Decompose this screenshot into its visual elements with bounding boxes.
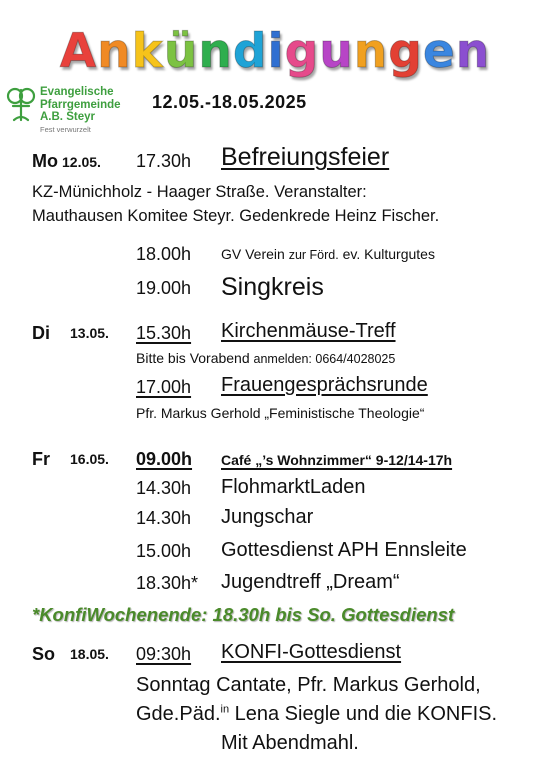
logo-tagline: Fest verwurzelt — [40, 125, 91, 134]
title-letter: u — [319, 24, 354, 79]
fri-date: 16.05. — [70, 451, 109, 467]
tue-event2-note: Pfr. Markus Gerhold „Feministische Theologie“ — [136, 405, 425, 421]
tue-event2-title: Frauengesprächsrunde — [221, 374, 428, 396]
title-letter: i — [267, 24, 285, 79]
title-letter: n — [97, 24, 132, 79]
mon-event1-desc2: Mauthausen Komitee Steyr. Gedenkrede Heinz Fischer. — [32, 207, 440, 225]
mon-event2-title: GV Verein zur Förd. ev. Kulturgutes — [221, 246, 435, 262]
sun-desc-line3: Mit Abendmahl. — [221, 732, 359, 754]
day-label-tue: Di — [32, 323, 50, 343]
title-letter: k — [131, 24, 164, 79]
title-letter: n — [455, 24, 491, 79]
mon-event1-desc1: KZ-Münichholz - Haager Straße. Veranstalter: — [32, 183, 367, 201]
sun-desc-line1: Sonntag Cantate, Pfr. Markus Gerhold, — [136, 674, 481, 696]
date-range: 12.05.-18.05.2025 — [152, 92, 307, 112]
fri-event3-title: Jungschar — [221, 506, 314, 528]
tue-event1-title: Kirchenmäuse-Treff — [221, 320, 396, 342]
fri-event3-time: 14.30h — [136, 508, 192, 528]
church-tree-logo-icon — [4, 84, 38, 124]
day-label-mon: Mo 12.05. — [32, 151, 101, 171]
fri-event5-title: Jugendtreff „Dream“ — [221, 571, 400, 593]
fri-event4-title: Gottesdienst APH Ennsleite — [221, 539, 467, 561]
fri-event2-time: 14.30h — [136, 478, 192, 498]
day-label-sun: So — [32, 644, 56, 664]
fri-event2-title: FlohmarktLaden — [221, 476, 366, 498]
day-label-fri: Fr — [32, 449, 50, 469]
sun-date: 18.05. — [70, 646, 109, 662]
tue-event2-time: 17.00h — [136, 377, 192, 397]
fri-event1-title: Café „’s Wohnzimmer“ 9-12/14-17h — [221, 452, 453, 468]
sun-desc-line2: Gde.Päd.$^{in}$ Lena Siegle und die KONFIS. — [136, 703, 498, 725]
logo-name: Evangelische Pfarrgemeinde A.B. Steyr — [40, 86, 121, 123]
title-letter: g — [284, 24, 320, 79]
mon-event3-time: 19.00h — [136, 278, 192, 298]
sun-event1-title: KONFI-Gottesdienst — [221, 641, 402, 663]
fri-event5-time: 18.30h* — [136, 573, 199, 593]
fri-event4-time: 15.00h — [136, 541, 192, 561]
tue-event1-time: 15.30h — [136, 323, 192, 343]
page-title — [0, 22, 550, 82]
mon-event1-title: Befreiungsfeier — [221, 143, 390, 171]
fri-event1-time: 09.00h — [136, 449, 193, 469]
tue-date: 13.05. — [70, 325, 109, 341]
title-letter: d — [232, 24, 268, 79]
title-letter: n — [353, 24, 389, 79]
tue-event1-note: Bitte bis Vorabend anmelden: 0664/4028025 — [136, 350, 396, 366]
title-letter: g — [388, 24, 423, 79]
mon-event1-time: 17.30h — [136, 151, 192, 171]
sun-event1-time: 09:30h — [136, 644, 192, 664]
konfi-weekend-note: *KonfiWochenende: 18.30h bis So. Gottesdienst — [32, 604, 455, 625]
title-letter: A — [59, 24, 98, 79]
title-letter: n — [198, 24, 233, 79]
title-letter: e — [422, 24, 456, 79]
mon-event3-title: Singkreis — [221, 273, 324, 301]
title-letter: ü — [163, 24, 199, 79]
mon-event2-time: 18.00h — [136, 244, 192, 264]
